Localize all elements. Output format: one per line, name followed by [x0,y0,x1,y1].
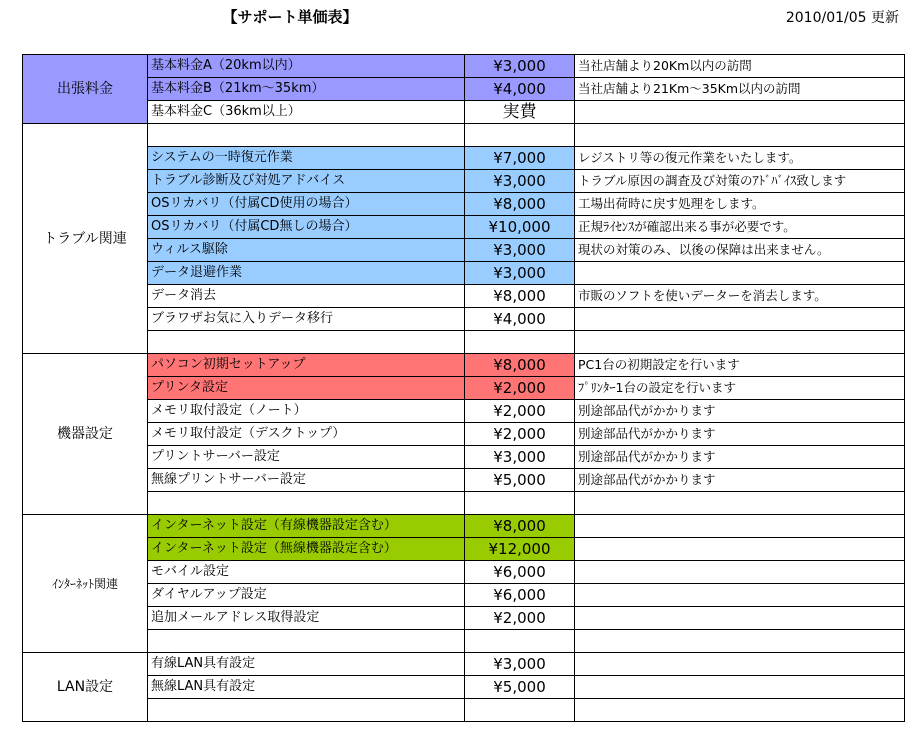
table-row [23,400,905,423]
service-price: ¥7,000 [465,147,575,170]
service-price [465,630,575,653]
table-row [23,584,905,607]
table-row [23,377,905,400]
service-note [575,676,905,699]
service-price [465,331,575,354]
category-cell: トラブル関連 [23,124,148,354]
page-title: 【サポート単価表】 [222,8,358,26]
service-name: システムの一時復元作業 [148,147,465,170]
service-price: ¥8,000 [465,515,575,538]
service-note: レジストリ等の復元作業をいたします。 [575,147,905,170]
service-name: プリントサーバー設定 [148,446,465,469]
service-note [575,584,905,607]
category-cell: LAN設定 [23,653,148,722]
table-row [23,469,905,492]
service-price: ¥2,000 [465,400,575,423]
service-name: 無線プリントサーバー設定 [148,469,465,492]
table-row [23,699,905,722]
price-table-body [23,55,905,722]
table-row [23,262,905,285]
service-name: 有線LAN具有設定 [148,653,465,676]
service-price: ¥2,000 [465,377,575,400]
service-name [148,124,465,147]
service-price: ¥3,000 [465,653,575,676]
service-note: ﾌﾟﾘﾝﾀｰ1台の設定を行います [575,377,905,400]
service-price [465,124,575,147]
category-cell: ｲﾝﾀｰﾈｯﾄ関連 [23,515,148,653]
service-note [575,331,905,354]
service-note: 当社店舗より20Km以内の訪問 [575,55,905,78]
service-name: インターネット設定（有線機器設定含む） [148,515,465,538]
service-note [575,101,905,124]
service-price: ¥8,000 [465,354,575,377]
service-note: 別途部品代がかかります [575,400,905,423]
service-note [575,262,905,285]
service-price: ¥2,000 [465,423,575,446]
service-price: ¥5,000 [465,469,575,492]
service-note: 正規ﾗｲｾﾝｽが確認出来る事が必要です。 [575,216,905,239]
table-row [23,515,905,538]
table-row [23,216,905,239]
service-price: ¥3,000 [465,55,575,78]
service-note [575,630,905,653]
service-name: ウィルス駆除 [148,239,465,262]
service-name [148,492,465,515]
category-cell: 出張料金 [23,55,148,124]
service-note [575,308,905,331]
service-note [575,561,905,584]
service-price: ¥2,000 [465,607,575,630]
service-price: ¥10,000 [465,216,575,239]
service-name: モバイル設定 [148,561,465,584]
service-price: ¥3,000 [465,239,575,262]
service-name: メモリ取付設定（デスクトップ） [148,423,465,446]
service-price [465,492,575,515]
service-note: 工場出荷時に戻す処理をします。 [575,193,905,216]
service-name: パソコン初期セットアップ [148,354,465,377]
update-date: 2010/01/05 更新 [785,10,899,26]
service-note [575,124,905,147]
service-price: ¥3,000 [465,262,575,285]
service-name: メモリ取付設定（ノート） [148,400,465,423]
service-name: インターネット設定（無線機器設定含む） [148,538,465,561]
table-row [23,285,905,308]
category-cell: 機器設定 [23,354,148,515]
service-price [465,699,575,722]
service-note [575,699,905,722]
service-note: トラブル原因の調査及び対策のｱﾄﾞﾊﾞｲｽ致します [575,170,905,193]
service-price: ¥8,000 [465,193,575,216]
service-note [575,492,905,515]
service-name [148,331,465,354]
service-price: ¥6,000 [465,561,575,584]
service-name: ブラワザお気に入りデータ移行 [148,308,465,331]
service-name: 基本料金B（21km～35km） [148,78,465,101]
table-row [23,607,905,630]
service-name: トラブル診断及び対処アドバイス [148,170,465,193]
service-name: 基本料金C（36km以上） [148,101,465,124]
table-row [23,55,905,78]
service-note: 当社店舗より21Km～35Km以内の訪問 [575,78,905,101]
table-row [23,423,905,446]
service-name [148,699,465,722]
table-row [23,492,905,515]
table-row [23,446,905,469]
service-price: ¥8,000 [465,285,575,308]
table-row [23,308,905,331]
service-name [148,630,465,653]
service-name: ダイヤルアップ設定 [148,584,465,607]
service-price: ¥3,000 [465,446,575,469]
table-row [23,676,905,699]
service-note: 別途部品代がかかります [575,469,905,492]
table-row [23,538,905,561]
service-name: OSリカバリ（付属CD使用の場合） [148,193,465,216]
table-row [23,653,905,676]
table-row [23,170,905,193]
table-row [23,147,905,170]
service-note: 別途部品代がかかります [575,423,905,446]
table-row [23,193,905,216]
service-note: 別途部品代がかかります [575,446,905,469]
service-name: データ消去 [148,285,465,308]
table-row [23,124,905,147]
service-note: 現状の対策のみ、以後の保障は出来ません。 [575,239,905,262]
service-price: ¥5,000 [465,676,575,699]
service-price: ¥12,000 [465,538,575,561]
service-note [575,607,905,630]
service-note: PC1台の初期設定を行います [575,354,905,377]
price-table [22,54,905,722]
service-price: ¥4,000 [465,78,575,101]
table-row [23,561,905,584]
table-row [23,101,905,124]
service-price: ¥4,000 [465,308,575,331]
service-price: ¥3,000 [465,170,575,193]
service-note [575,538,905,561]
service-note: 市販のソフトを使いデーターを消去します。 [575,285,905,308]
table-row [23,331,905,354]
service-note [575,515,905,538]
table-row [23,630,905,653]
service-note [575,653,905,676]
table-row [23,239,905,262]
service-name: データ退避作業 [148,262,465,285]
service-name: 基本料金A（20km以内） [148,55,465,78]
table-row [23,78,905,101]
service-price: ¥6,000 [465,584,575,607]
service-name: 無線LAN具有設定 [148,676,465,699]
service-name: プリンタ設定 [148,377,465,400]
service-name: OSリカバリ（付属CD無しの場合） [148,216,465,239]
table-row [23,354,905,377]
service-price: 実費 [465,101,575,124]
service-name: 追加メールアドレス取得設定 [148,607,465,630]
